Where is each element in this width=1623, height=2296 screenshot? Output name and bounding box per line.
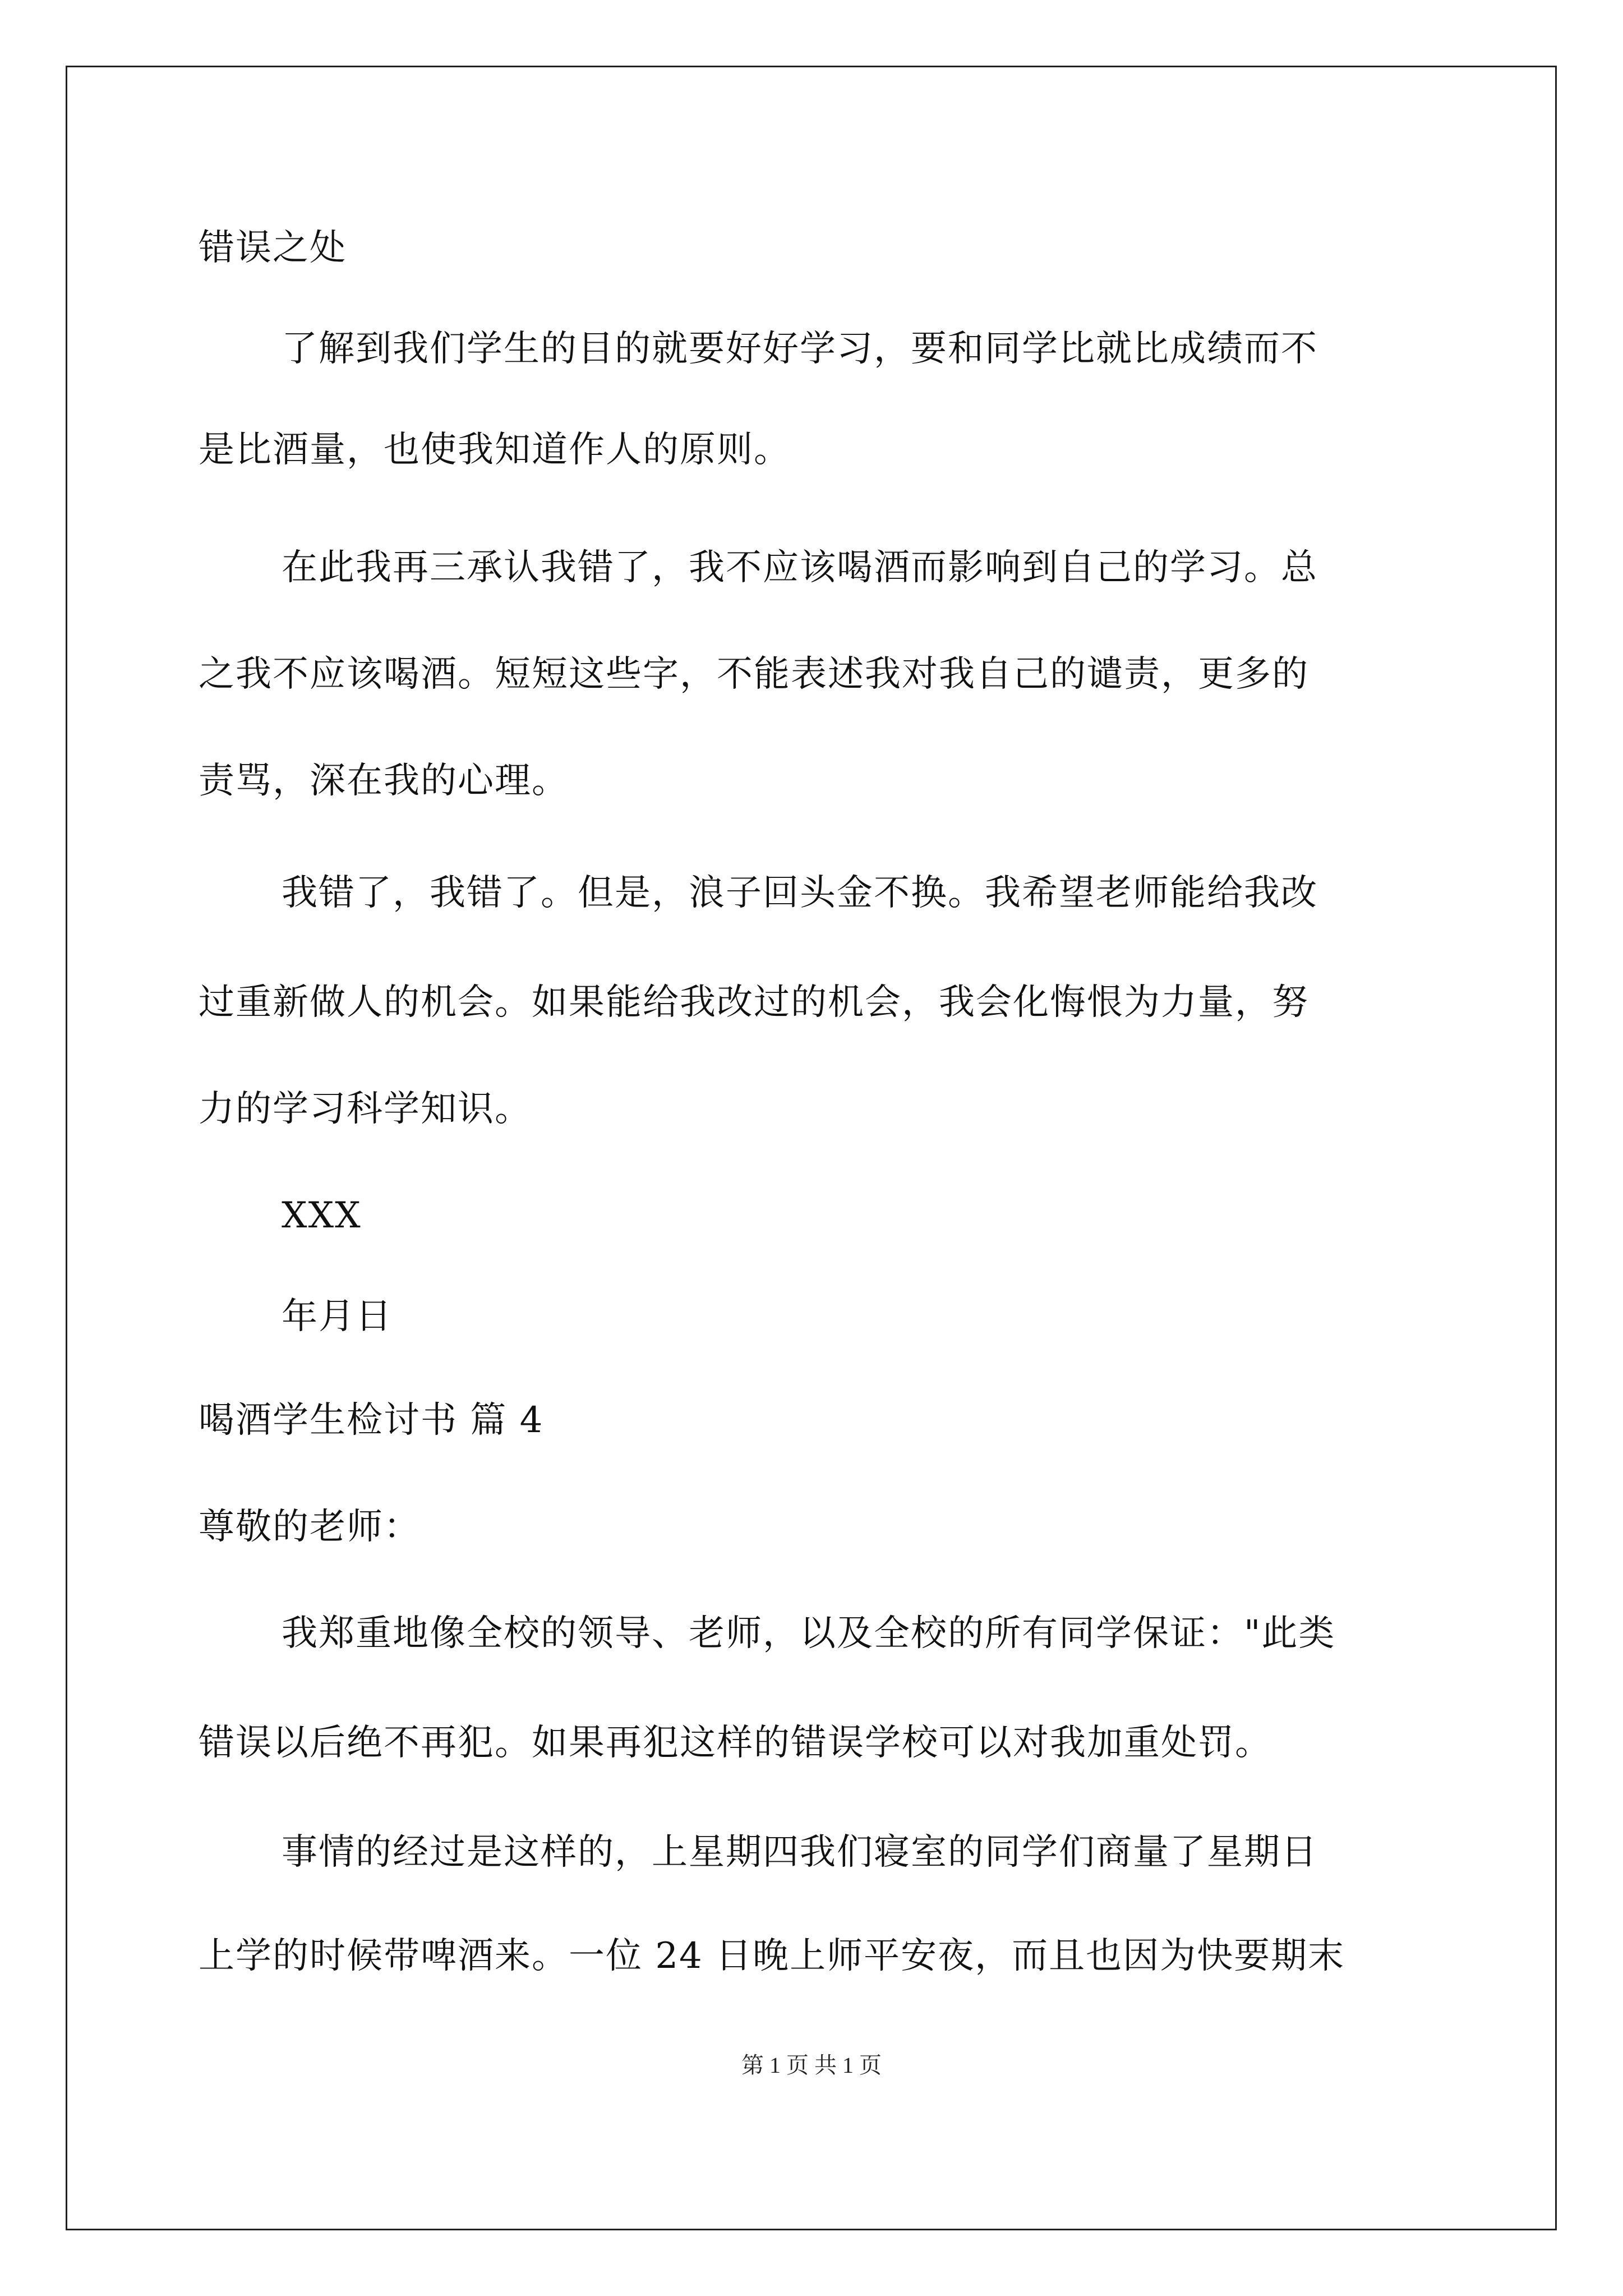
text-line: 过重新做人的机会。如果能给我改过的机会，我会化悔恨为力量，努: [199, 982, 1309, 1023]
paragraph-line: 了解到我们学生的目的就要好好学习，要和同学比就比成绩而不: [282, 328, 1318, 370]
text-line: 力的学习科学知识。: [199, 1088, 532, 1130]
paragraph-line: 我郑重地像全校的领导、老师，以及全校的所有同学保证："此类: [282, 1613, 1336, 1654]
text-line: 之我不应该喝酒。短短这些字，不能表述我对我自己的谴责，更多的: [199, 654, 1309, 695]
signature: XXX: [282, 1195, 362, 1236]
salutation: 尊敬的老师：: [199, 1506, 421, 1548]
text-line: 错误之处: [199, 227, 347, 269]
page-footer: 第 1 页 共 1 页: [741, 2053, 882, 2078]
paragraph-line: 在此我再三承认我错了，我不应该喝酒而影响到自己的学习。总: [282, 547, 1318, 588]
paragraph-line: 事情的经过是这样的，上星期四我们寝室的同学们商量了星期日: [282, 1832, 1318, 1873]
text-line: 责骂，深在我的心理。: [199, 760, 569, 802]
text-line: 错误以后绝不再犯。如果再犯这样的错误学校可以对我加重处罚。: [199, 1722, 1272, 1764]
text-line: 上学的时候带啤酒来。一位 24 日晚上师平安夜，而且也因为快要期末: [199, 1935, 1345, 1977]
section-title: 喝酒学生检讨书 篇 4: [199, 1400, 544, 1441]
text-line: 是比酒量，也使我知道作人的原则。: [199, 429, 791, 471]
paragraph-line: 我错了，我错了。但是，浪子回头金不换。我希望老师能给我改: [282, 872, 1318, 914]
date-line: 年月日: [282, 1296, 393, 1337]
page-border: [66, 66, 1557, 2230]
